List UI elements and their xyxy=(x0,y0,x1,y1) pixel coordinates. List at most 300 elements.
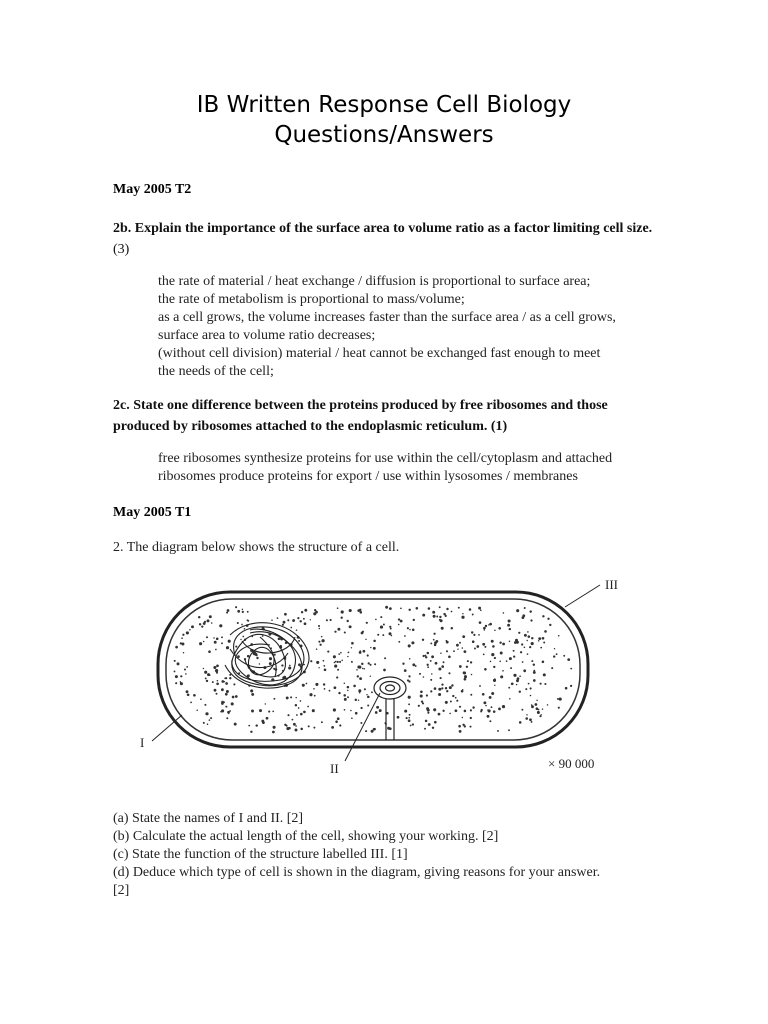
ribosome-dot xyxy=(287,619,289,621)
ribosome-dot xyxy=(233,683,235,685)
ribosome-dot xyxy=(462,613,463,614)
ribosome-dot xyxy=(196,710,198,712)
ribosome-dot xyxy=(225,682,228,685)
ribosome-dot xyxy=(420,694,423,697)
ribosome-dot xyxy=(456,700,458,702)
ribosome-dot xyxy=(446,640,448,642)
ribosome-dot xyxy=(329,690,331,692)
ribosome-dot xyxy=(240,639,241,640)
ribosome-dot xyxy=(516,609,519,612)
ribosome-dot xyxy=(542,615,544,617)
ribosome-dot xyxy=(215,649,217,651)
answer-2b-line: (without cell division) material / heat cannot be exchanged fast enough to meet xyxy=(158,346,601,361)
ribosome-dot xyxy=(462,724,464,726)
ribosome-dot xyxy=(513,650,515,652)
ribosome-dot xyxy=(499,661,501,663)
ribosome-dot xyxy=(287,714,289,716)
ribosome-dot xyxy=(487,715,490,718)
ribosome-dot xyxy=(521,709,523,711)
subquestion-line: [2] xyxy=(113,883,130,898)
ribosome-dot xyxy=(214,689,217,692)
ribosome-dot xyxy=(531,721,533,723)
ribosome-dot xyxy=(321,636,323,638)
ribosome-dot xyxy=(529,610,531,612)
ribosome-dot xyxy=(427,664,429,666)
ribosome-dot xyxy=(554,648,555,649)
ribosome-dot xyxy=(180,682,183,685)
title-line-2: Questions/Answers xyxy=(274,122,494,148)
answer-2b-line: surface area to volume ratio decreases; xyxy=(158,328,376,343)
ribosome-dot xyxy=(408,719,411,722)
ribosome-dot xyxy=(425,720,428,723)
ribosome-dot xyxy=(455,697,457,699)
ribosome-dot xyxy=(530,695,532,697)
ribosome-dot xyxy=(422,639,424,641)
ribosome-dot xyxy=(458,607,460,609)
ribosome-dot xyxy=(367,654,369,656)
ribosome-dot xyxy=(404,635,406,637)
ribosome-dot xyxy=(448,655,451,658)
ribosome-dot xyxy=(355,712,358,715)
ribosome-dot xyxy=(314,695,316,697)
ribosome-dot xyxy=(478,634,480,636)
ribosome-dot xyxy=(269,662,272,665)
ribosome-dot xyxy=(502,643,505,646)
ribosome-dot xyxy=(286,727,289,730)
ribosome-dot xyxy=(266,717,269,720)
ribosome-dot xyxy=(470,661,472,663)
ribosome-dot xyxy=(323,665,325,667)
ribosome-dot xyxy=(334,631,336,633)
ribosome-dot xyxy=(231,702,234,705)
ribosome-dot xyxy=(507,624,510,627)
ribosome-dot xyxy=(436,640,439,643)
mesosome-structure xyxy=(374,677,406,740)
ribosome-dot xyxy=(323,683,325,685)
ribosome-dot xyxy=(303,618,305,620)
ribosome-dot xyxy=(259,663,260,664)
ribosome-dot xyxy=(235,646,237,648)
ribosome-dot xyxy=(422,614,425,617)
ribosome-dot xyxy=(356,669,358,671)
ribosome-dot xyxy=(324,668,327,671)
ribosome-dot xyxy=(570,685,572,687)
ribosome-dot xyxy=(357,675,359,677)
ribosome-dot xyxy=(474,648,476,650)
ribosome-dot xyxy=(470,717,472,719)
ribosome-dot xyxy=(452,695,454,697)
ribosome-dot xyxy=(462,689,464,691)
ribosome-dot xyxy=(359,677,362,680)
ribosome-dot xyxy=(544,630,547,633)
ribosome-dot xyxy=(459,665,462,668)
ribosome-dot xyxy=(438,714,440,716)
ribosome-dot xyxy=(373,728,376,731)
ribosome-dot xyxy=(337,661,339,663)
ribosome-dot xyxy=(288,666,291,669)
ribosome-dot xyxy=(312,709,315,712)
ribosome-dot xyxy=(441,665,444,668)
ribosome-dot xyxy=(221,642,223,644)
ribosome-dot xyxy=(338,692,340,694)
ribosome-dot xyxy=(237,610,240,613)
ribosome-dot xyxy=(343,694,346,697)
ribosome-dot xyxy=(531,660,533,662)
ribosome-dot xyxy=(527,653,529,655)
ribosome-dot xyxy=(424,728,426,730)
ribosome-dot xyxy=(184,668,186,670)
ribosome-dot xyxy=(462,717,463,718)
ribosome-dot xyxy=(226,646,229,649)
ribosome-dot xyxy=(542,661,545,664)
ribosome-dot xyxy=(439,616,441,618)
ribosome-dot xyxy=(432,727,434,729)
ribosome-dot xyxy=(456,644,459,647)
ribosome-dot xyxy=(340,652,342,654)
ribosome-dot xyxy=(227,609,230,612)
ribosome-dot xyxy=(360,611,363,614)
ribosome-dot xyxy=(402,663,404,665)
ribosome-dot xyxy=(494,657,496,659)
ribosome-dot xyxy=(199,623,201,625)
ribosome-dot xyxy=(409,629,411,631)
ribosome-dot xyxy=(513,674,516,677)
ribosome-dot xyxy=(426,707,429,710)
ribosome-dot xyxy=(339,661,341,663)
ribosome-dot xyxy=(424,655,426,657)
ribosome-dot xyxy=(525,688,527,690)
ribosome-dot xyxy=(528,635,531,638)
ribosome-dot xyxy=(557,698,559,700)
ribosome-dot xyxy=(491,640,494,643)
ribosome-dot xyxy=(174,670,176,672)
ribosome-dot xyxy=(446,608,448,610)
ribosome-dot xyxy=(360,722,362,724)
ribosome-dot xyxy=(428,607,431,610)
ribosome-dot xyxy=(497,730,499,732)
answer-2c-line: ribosomes produce proteins for export / use within lysosomes / membranes xyxy=(158,469,578,484)
ribosome-dot xyxy=(351,647,352,648)
ribosome-dot xyxy=(446,650,448,652)
ribosome-dot xyxy=(206,680,208,682)
ribosome-dot xyxy=(531,642,534,645)
ribosome-dot xyxy=(207,723,209,725)
question-2-subquestions xyxy=(113,810,653,900)
ribosome-dot xyxy=(413,619,415,621)
ribosome-dot xyxy=(530,687,532,689)
ribosome-dot xyxy=(383,669,386,672)
ribosome-dot xyxy=(247,611,249,613)
ribosome-dot xyxy=(335,720,338,723)
ribosome-dot xyxy=(384,657,386,659)
ribosome-dot xyxy=(385,606,388,609)
ribosome-dot xyxy=(315,611,318,614)
answer-2c-line: free ribosomes synthesize proteins for use within the cell/cytoplasm and attached xyxy=(158,451,613,466)
ribosome-dot xyxy=(366,694,367,695)
ribosome-dot xyxy=(398,624,400,626)
ribosome-dot xyxy=(201,625,203,627)
ribosome-dot xyxy=(334,686,337,689)
ribosome-dot xyxy=(451,627,453,629)
ribosome-dot xyxy=(306,683,308,685)
ribosome-dot xyxy=(445,615,447,617)
ribosome-dot xyxy=(472,706,474,708)
ribosome-dot xyxy=(448,672,450,674)
ribosome-dot xyxy=(298,640,300,642)
ribosome-dot xyxy=(363,650,366,653)
ribosome-dot xyxy=(327,651,329,653)
ribosome-dot xyxy=(498,708,501,711)
ribosome-dot xyxy=(284,613,287,616)
magnification-label: × 90 000 xyxy=(548,756,595,771)
ribosome-dot xyxy=(215,669,218,672)
ribosome-dot xyxy=(445,701,448,704)
answer-2b-line: the needs of the cell; xyxy=(158,364,274,379)
ribosome-dot xyxy=(442,710,444,712)
ribosome-dot xyxy=(362,631,364,633)
ribosome-dot xyxy=(533,671,536,674)
ribosome-dot xyxy=(338,653,340,655)
answer-2b xyxy=(158,273,668,381)
ribosome-dot xyxy=(242,611,244,613)
ribosome-dot xyxy=(428,723,431,726)
ribosome-dot xyxy=(309,693,312,696)
ribosome-dot xyxy=(344,709,346,711)
ribosome-dot xyxy=(299,620,301,622)
ribosome-dot xyxy=(371,730,374,733)
ribosome-dot xyxy=(380,626,383,629)
ribosome-dot xyxy=(383,624,385,626)
ribosome-dot xyxy=(251,710,254,713)
ribosome-dot xyxy=(494,678,496,680)
ribosome-dot xyxy=(304,609,307,612)
ribosome-dot xyxy=(251,693,254,696)
ribosome-dot xyxy=(183,652,184,653)
ribosome-dot xyxy=(187,694,190,697)
ribosome-dot xyxy=(319,644,321,646)
ribosome-dot xyxy=(446,690,448,692)
ribosome-dot xyxy=(209,615,212,618)
ribosome-dot xyxy=(449,686,452,689)
ribosome-dot xyxy=(351,661,353,663)
ribosome-dot xyxy=(203,641,205,643)
ribosome-dot xyxy=(292,719,294,721)
ribosome-dot xyxy=(186,690,189,693)
ribosome-dot xyxy=(191,625,194,628)
ribosome-dot xyxy=(412,663,415,666)
ribosome-dot xyxy=(524,647,526,649)
ribosome-dot xyxy=(430,660,432,662)
ribosome-dot xyxy=(540,683,542,685)
ribosome-dot xyxy=(488,709,491,712)
ribosome-dot xyxy=(283,621,286,624)
ribosome-dot xyxy=(282,624,284,626)
ribosome-dot xyxy=(462,635,465,638)
ribosome-dot xyxy=(464,650,467,653)
ribosome-dot xyxy=(344,631,346,633)
ribosome-dot xyxy=(348,652,350,654)
ribosome-dot xyxy=(368,662,370,664)
ribosome-dot xyxy=(357,666,360,669)
ribosome-dot xyxy=(185,673,187,675)
ribosome-dot xyxy=(443,661,445,663)
ribosome-dot xyxy=(494,685,495,686)
ribosome-dot xyxy=(523,669,526,672)
section-heading-may-2005-t1: May 2005 T1 xyxy=(113,505,192,520)
question-2c: 2c. State one difference between the proteins produced by free ribosomes and those produced by ribosomes attached to the endoplasmic reticulum. (1) xyxy=(113,398,608,434)
ribosome-dot xyxy=(273,726,276,729)
ribosome-dot xyxy=(459,706,461,708)
ribosome-dot xyxy=(213,666,216,669)
ribosome-dot xyxy=(484,646,486,648)
ribosome-dot xyxy=(226,612,228,614)
ribosome-dot xyxy=(509,698,511,700)
ribosome-dot xyxy=(376,706,379,709)
ribosome-dot xyxy=(529,718,532,721)
ribosome-dot xyxy=(389,607,392,610)
ribosome-dot xyxy=(212,681,214,683)
ribosome-dot xyxy=(370,647,371,648)
ribosome-dot xyxy=(410,725,412,727)
ribosome-dot xyxy=(556,653,558,655)
ribosome-dot xyxy=(349,625,352,628)
ribosome-dot xyxy=(216,664,219,667)
ribosome-dot xyxy=(451,684,453,686)
ribosome-dot xyxy=(527,631,529,633)
ribosome-dot xyxy=(433,633,435,635)
ribosome-dot xyxy=(565,687,568,690)
ribosome-dot xyxy=(204,621,206,623)
ribosome-dot xyxy=(242,636,244,638)
ribosome-dot xyxy=(531,705,534,708)
ribosome-dot xyxy=(485,705,487,707)
ribosome-dot xyxy=(543,642,545,644)
ribosome-dot xyxy=(479,621,482,624)
subquestion-line: (b) Calculate the actual length of the cell, showing your working. [2] xyxy=(113,829,499,844)
ribosome-dot xyxy=(411,641,414,644)
ribosome-dot xyxy=(205,677,207,679)
ribosome-dot xyxy=(337,717,340,720)
ribosome-dot xyxy=(281,664,283,666)
ribosome-dot xyxy=(491,692,494,695)
ribosome-dot xyxy=(292,619,295,622)
ribosome-dot xyxy=(296,714,298,716)
ribosome-dot xyxy=(341,660,343,662)
ribosome-dot xyxy=(272,731,275,734)
ribosome-dot xyxy=(227,711,230,714)
ribosome-dot xyxy=(472,614,474,616)
ribosome-dot xyxy=(180,642,182,644)
ribosome-dot xyxy=(300,700,302,702)
ribosome-dot xyxy=(181,637,183,639)
answer-2b-line: the rate of material / heat exchange / diffusion is proportional to surface area; xyxy=(158,274,591,289)
ribosome-dot xyxy=(490,661,492,663)
ribosome-dot xyxy=(387,727,390,730)
ribosome-dot xyxy=(380,616,382,618)
ribosome-dot xyxy=(205,712,208,715)
ribosome-dot xyxy=(331,726,334,729)
ribosome-dot xyxy=(316,648,318,650)
ribosome-dot xyxy=(508,619,511,622)
ribosome-dot xyxy=(522,661,524,663)
leader-line-II xyxy=(345,693,380,761)
ribosome-dot xyxy=(296,629,298,631)
ribosome-dot xyxy=(228,640,231,643)
ribosome-dot xyxy=(427,712,429,714)
ribosome-dot xyxy=(469,608,472,611)
ribosome-dot xyxy=(375,711,378,714)
ribosome-dot xyxy=(400,620,403,623)
ribosome-dot xyxy=(513,655,515,657)
ribosome-dot xyxy=(476,645,479,648)
ribosome-dot xyxy=(536,700,537,701)
ribosome-dot xyxy=(186,631,189,634)
ribosome-dot xyxy=(457,649,458,650)
ribosome-dot xyxy=(379,709,382,712)
ribosome-dot xyxy=(207,619,210,622)
ribosome-dot xyxy=(453,650,455,652)
bacterial-cell-diagram xyxy=(130,565,630,780)
ribosome-dot xyxy=(494,630,496,632)
ribosome-dot xyxy=(483,654,485,656)
ribosome-dot xyxy=(559,698,562,701)
ribosome-dot xyxy=(382,634,384,636)
ribosome-dot xyxy=(318,641,320,643)
ribosome-dot xyxy=(341,617,343,619)
ribosome-dot xyxy=(242,609,243,610)
ribosome-dot xyxy=(180,675,182,677)
ribosome-dot xyxy=(351,642,354,645)
ribosome-dot xyxy=(219,624,222,627)
ribosome-dot xyxy=(209,674,211,676)
subquestion-line: (a) State the names of I and II. [2] xyxy=(113,811,304,826)
ribosome-dot xyxy=(516,679,519,682)
ribosome-dot xyxy=(210,717,212,719)
ribosome-dot xyxy=(295,697,296,698)
ribosome-dot xyxy=(489,720,491,722)
ribosome-dot xyxy=(269,657,272,660)
ribosome-dot xyxy=(558,635,560,637)
ribosome-dot xyxy=(344,682,346,684)
ribosome-dot xyxy=(547,618,549,620)
ribosome-dot xyxy=(466,666,468,668)
ribosome-dot xyxy=(290,696,292,698)
ribosome-dot xyxy=(247,674,249,676)
ribosome-dot xyxy=(364,688,366,690)
ribosome-dot xyxy=(522,616,525,619)
ribosome-dot xyxy=(440,652,441,653)
ribosome-dot xyxy=(177,662,180,665)
ribosome-dot xyxy=(298,707,300,709)
ribosome-dot xyxy=(408,696,411,699)
ribosome-dot xyxy=(286,725,288,727)
ribosome-dot xyxy=(563,655,565,657)
ribosome-dot xyxy=(499,642,501,644)
ribosome-dot xyxy=(337,607,339,609)
ribosome-dot xyxy=(529,646,531,648)
ribosome-dot xyxy=(538,640,540,642)
ribosome-dot xyxy=(347,690,349,692)
ribosome-dot xyxy=(217,680,219,682)
ribosome-dot xyxy=(333,655,336,658)
subquestion-line: (c) State the function of the structure labelled III. [1] xyxy=(113,847,408,862)
ribosome-dot xyxy=(214,641,217,644)
ribosome-dot xyxy=(225,706,227,708)
ribosome-dot xyxy=(308,725,310,727)
ribosome-dot xyxy=(547,704,549,706)
ribosome-dot xyxy=(506,660,508,662)
ribosome-dot xyxy=(480,609,482,611)
